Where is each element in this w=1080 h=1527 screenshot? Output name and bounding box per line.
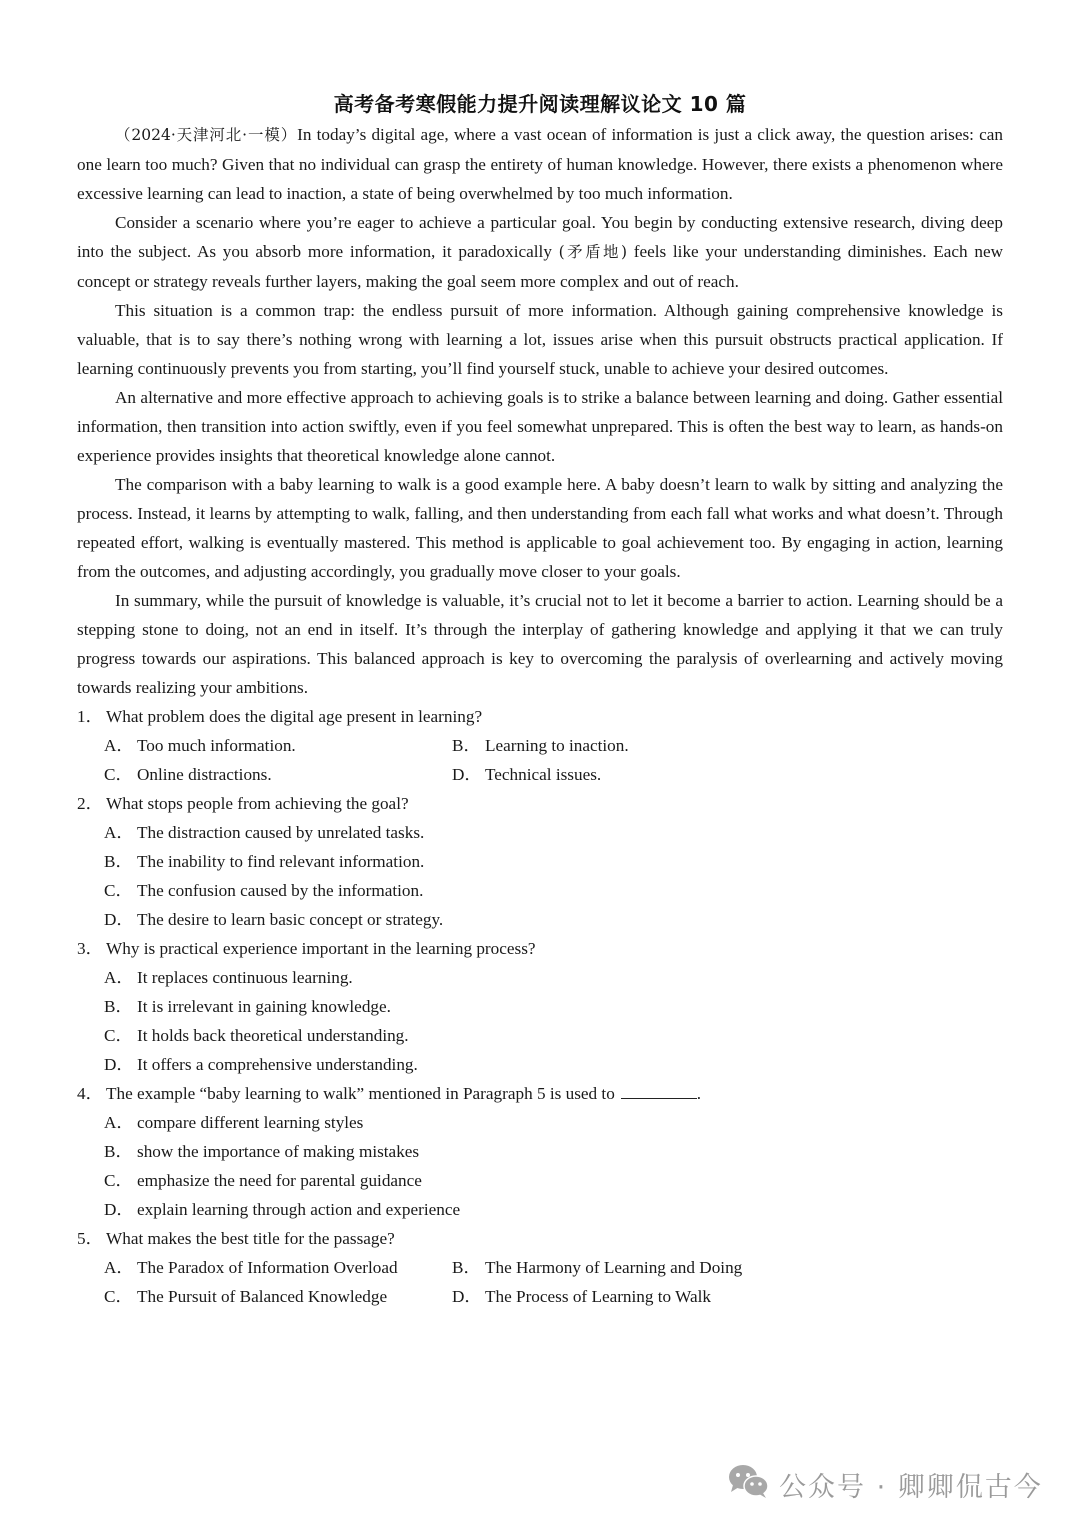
option-letter: C．	[104, 1171, 133, 1190]
vocab-note: (矛盾地)	[558, 243, 627, 261]
option-letter: C．	[104, 1026, 133, 1045]
option-c[interactable]	[104, 1282, 452, 1311]
option-d[interactable]	[104, 1195, 460, 1224]
question-5	[77, 1224, 1003, 1311]
option-list	[77, 1253, 1003, 1311]
wechat-icon	[727, 1463, 779, 1506]
option-a[interactable]	[104, 963, 353, 992]
paragraph-text: Consider a scenario where you’re eager to achieve a particular goal. You begin by conducting extensive research, diving deep into the subject. As you absorb more information, it paradoxically	[77, 213, 1003, 261]
document-title: 高考备考寒假能力提升阅读理解议论文 10 篇	[333, 92, 747, 116]
option-list	[77, 818, 1003, 934]
option-letter: B．	[104, 1142, 133, 1161]
option-letter: B．	[452, 736, 481, 755]
option-text: show the importance of making mistakes	[137, 1142, 420, 1161]
option-text: compare different learning styles	[137, 1113, 364, 1132]
option-text: The Process of Learning to Walk	[485, 1287, 711, 1306]
option-b[interactable]	[104, 847, 424, 876]
paragraph-text: feels like your understanding diminishes. Each new concept or strategy reveals further layers, making the goal seem more complex and out of reach.	[77, 242, 1003, 291]
option-letter: B．	[104, 997, 133, 1016]
question-stem	[77, 934, 1003, 963]
option-text: Online distractions.	[137, 765, 272, 784]
paragraph-text: In today’s digital age, where a vast ocean of information is just a click away, the question arises: can one learn too much? Given that no individual can grasp the entirety of human knowledge. However, there exists a phenomenon where excessive learning can lead to inaction, a state of being overwhelmed by too much information.	[77, 125, 1003, 203]
option-text: The desire to learn basic concept or strategy.	[137, 910, 444, 929]
option-letter: C．	[104, 881, 133, 900]
option-letter: D．	[452, 765, 482, 784]
question-number: 4．	[77, 1084, 103, 1103]
option-letter: B．	[104, 852, 133, 871]
option-letter: D．	[104, 1200, 134, 1219]
option-d[interactable]	[104, 905, 443, 934]
option-letter: D．	[104, 1055, 134, 1074]
question-number: 3．	[77, 939, 103, 958]
document-page	[77, 88, 1003, 1311]
question-text-body: The example “baby learning to walk” mentioned in Paragraph 5 is used to	[106, 1084, 615, 1103]
option-d[interactable]	[452, 1282, 711, 1311]
watermark	[727, 1463, 1043, 1506]
option-b[interactable]	[452, 731, 629, 760]
option-text: It offers a comprehensive understanding.	[137, 1055, 418, 1074]
passage	[77, 120, 1003, 702]
option-letter: D．	[104, 910, 134, 929]
option-c[interactable]	[104, 1021, 409, 1050]
option-letter: B．	[452, 1258, 481, 1277]
option-d[interactable]	[452, 760, 601, 789]
paragraph-6: In summary, while the pursuit of knowledge is valuable, it’s crucial not to let it become a barrier to action. Learning should be a stepping stone to doing, not an end in itself. It’s through the interplay of gathering knowledge and applying it that we can truly progress towards our aspirations. This balanced approach is key to overcoming the paralysis of overlearning and actively moving towards realizing your ambitions.	[77, 591, 1003, 697]
option-text: Too much information.	[137, 736, 296, 755]
question-text: What stops people from achieving the goal?	[106, 794, 409, 813]
question-stem	[77, 1224, 1003, 1253]
option-text: The Paradox of Information Overload	[137, 1258, 398, 1277]
option-letter: C．	[104, 1287, 133, 1306]
question-text-end: .	[696, 1084, 702, 1103]
option-text: The confusion caused by the information.	[137, 881, 424, 900]
question-stem	[77, 789, 1003, 818]
paragraph-5: The comparison with a baby learning to walk is a good example here. A baby doesn’t learn to walk by sitting and analyzing the process. Instead, it learns by attempting to walk, falling, and then understanding from each fall what works and what doesn’t. Through repeated effort, walking is eventually mastered. This method is applicable to goal achievement too. By engaging in action, learning from the outcomes, and adjusting accordingly, you gradually move closer to your goals.	[77, 475, 1003, 581]
question-1	[77, 702, 1003, 789]
question-text: What makes the best title for the passage?	[106, 1229, 395, 1248]
option-text: It holds back theoretical understanding.	[137, 1026, 409, 1045]
question-text	[106, 1079, 701, 1108]
question-4	[77, 1079, 1003, 1224]
question-3	[77, 934, 1003, 1079]
option-c[interactable]	[104, 760, 452, 789]
question-text: Why is practical experience important in the learning process?	[106, 939, 536, 958]
option-letter: D．	[452, 1287, 482, 1306]
option-d[interactable]	[104, 1050, 418, 1079]
paragraph-2	[77, 208, 1003, 296]
option-c[interactable]	[104, 876, 423, 905]
option-letter: A．	[104, 1113, 134, 1132]
option-letter: A．	[104, 1258, 134, 1277]
option-list	[77, 1108, 1003, 1224]
option-b[interactable]	[452, 1253, 742, 1282]
option-a[interactable]	[104, 818, 424, 847]
option-text: It replaces continuous learning.	[137, 968, 353, 987]
option-c[interactable]	[104, 1166, 422, 1195]
option-list	[77, 963, 1003, 1079]
question-text: What problem does the digital age present in learning?	[106, 707, 483, 726]
option-text: emphasize the need for parental guidance	[137, 1171, 422, 1190]
option-text: explain learning through action and experience	[137, 1200, 461, 1219]
option-list	[77, 731, 1003, 789]
source-tag: （2024·天津河北·一模）	[115, 126, 298, 144]
watermark-text: 公众号 · 卿卿侃古今	[779, 1472, 1043, 1503]
option-b[interactable]	[104, 1137, 419, 1166]
option-letter: C．	[104, 765, 133, 784]
option-text: Technical issues.	[485, 765, 602, 784]
option-b[interactable]	[104, 992, 391, 1021]
option-text: The inability to find relevant information.	[137, 852, 425, 871]
question-stem	[77, 702, 1003, 731]
question-stem	[77, 1079, 1003, 1108]
option-text: It is irrelevant in gaining knowledge.	[137, 997, 391, 1016]
paragraph-1	[77, 120, 1003, 208]
question-2	[77, 789, 1003, 934]
paragraph-4: An alternative and more effective approach to achieving goals is to strike a balance between learning and doing. Gather essential information, then transition into action swiftly, even if you feel somewhat unprepared. This is often the best way to learn, as hands-on experience provides insights that theoretical knowledge alone cannot.	[77, 388, 1003, 465]
question-number: 2．	[77, 794, 103, 813]
question-number: 5．	[77, 1229, 103, 1248]
option-text: Learning to inaction.	[485, 736, 629, 755]
option-text: The distraction caused by unrelated tasks.	[137, 823, 425, 842]
option-text: The Pursuit of Balanced Knowledge	[137, 1287, 388, 1306]
option-a[interactable]	[104, 731, 452, 760]
option-a[interactable]	[104, 1253, 452, 1282]
option-letter: A．	[104, 823, 134, 842]
answer-blank	[621, 1080, 697, 1099]
option-letter: A．	[104, 736, 134, 755]
question-number: 1．	[77, 707, 103, 726]
paragraph-3: This situation is a common trap: the endless pursuit of more information. Although gaining comprehensive knowledge is valuable, that is to say there’s nothing wrong with learning a lot, issues arise when this pursuit obstructs practical application. If learning continuously prevents you from starting, you’ll find yourself stuck, unable to achieve your desired outcomes.	[77, 301, 1003, 378]
option-a[interactable]	[104, 1108, 363, 1137]
option-text: The Harmony of Learning and Doing	[485, 1258, 743, 1277]
question-list	[77, 702, 1003, 1311]
option-letter: A．	[104, 968, 134, 987]
